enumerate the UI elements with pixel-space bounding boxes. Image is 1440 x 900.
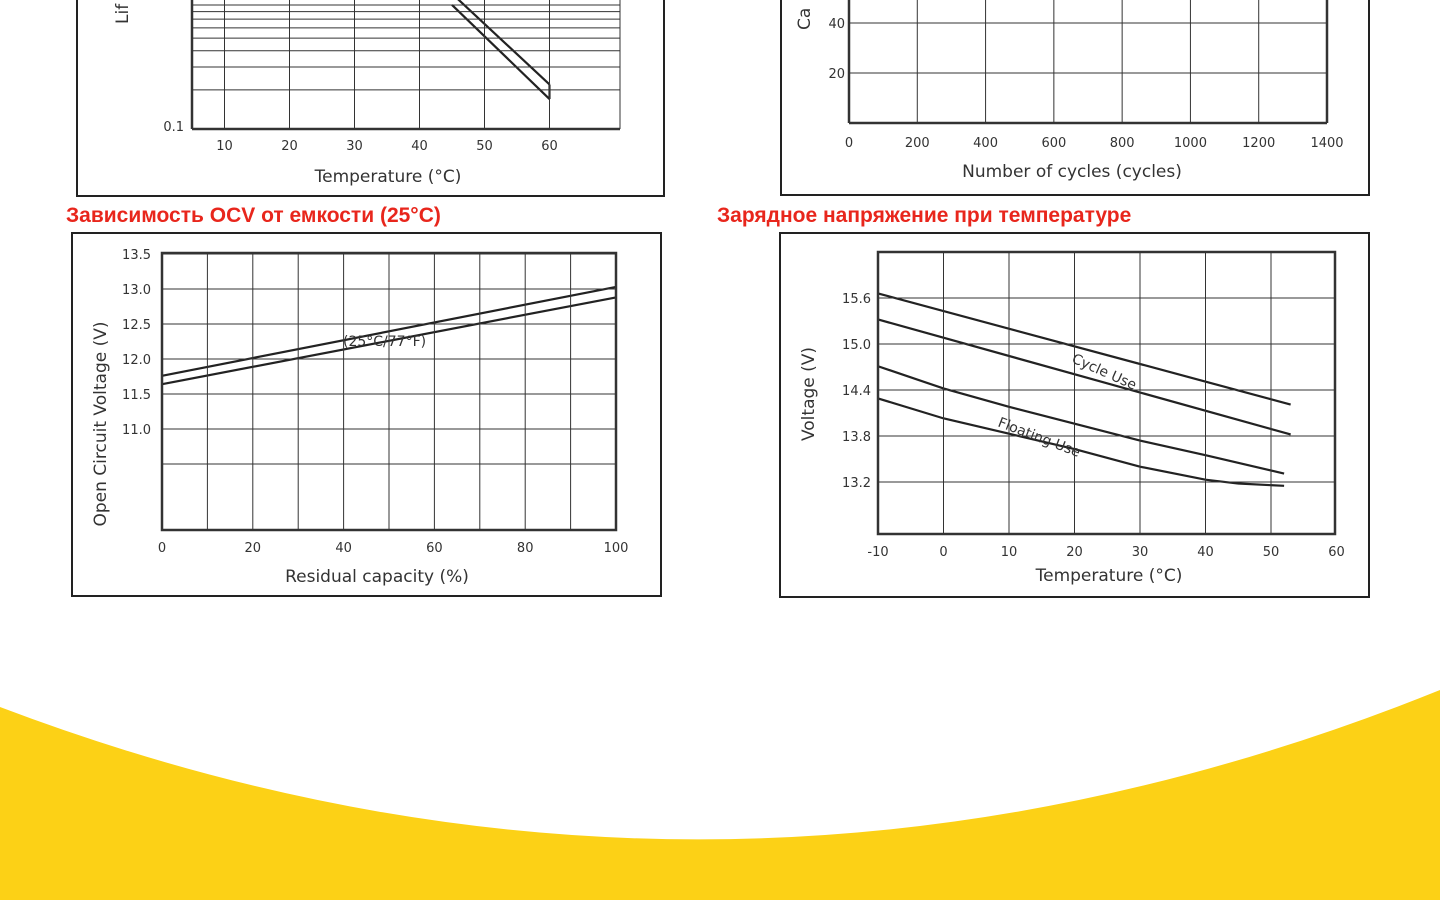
y-tick-label: 11.0 [122,423,151,438]
y-tick-label: 0.1 [163,120,184,135]
x-axis-label: Residual capacity (%) [285,567,469,587]
x-tick-label: 60 [426,541,443,556]
y-axis-label: Voltage (V) [799,346,819,442]
life-curve-0 [452,0,550,84]
ocv-panel [71,232,662,597]
ocv-chart [73,234,660,595]
x-tick-label: 600 [1041,136,1067,151]
y-tick-label: 13.8 [842,430,871,445]
y-tick-label: 13.2 [842,476,871,491]
y-tick-label: 13.0 [122,283,151,298]
x-tick-label: 100 [603,541,629,556]
x-tick-label: 200 [904,136,930,151]
y-tick-label: 15.0 [842,338,871,353]
x-tick-label: 1400 [1310,136,1344,151]
x-tick-label: 1000 [1173,136,1207,151]
life-temperature-chart [78,0,663,195]
y-tick-label: 20 [828,67,845,82]
x-tick-label: 0 [157,541,167,556]
x-axis-label: Temperature (°C) [314,167,462,187]
y-tick-label: 15.6 [842,292,871,307]
x-tick-label: 50 [1262,545,1280,560]
x-tick-label: -10 [867,545,889,560]
y-tick-label: 13.5 [122,248,151,263]
x-tick-label: 40 [1197,545,1214,560]
life-temperature-panel [76,0,665,197]
x-tick-label: 1200 [1242,136,1276,151]
y-axis-label: Ca [795,7,815,30]
y-tick-label: 40 [828,17,845,32]
x-tick-label: 10 [216,139,233,154]
voltage-curve-2 [878,366,1284,473]
x-tick-label: 30 [346,139,363,154]
capacity-cycles-chart [782,0,1368,194]
y-axis-label: Open Circuit Voltage (V) [91,321,111,527]
y-tick-label: 14.4 [842,384,871,399]
voltage-curve-3 [878,398,1284,485]
x-tick-label: 0 [844,136,854,151]
x-axis-label: Temperature (°C) [1035,566,1183,586]
floating-use-label: Floating Use [995,414,1083,461]
x-tick-label: 40 [335,541,352,556]
x-tick-label: 400 [973,136,998,151]
y-axis-label: Lif [113,3,133,24]
x-tick-label: 40 [411,139,428,154]
x-tick-label: 20 [244,541,262,556]
y-tick-label: 12.0 [122,353,151,368]
y-tick-label: 11.5 [122,388,151,403]
ocv-caption: Зависимость OCV от емкости (25°C) [66,204,441,227]
wave-shape [0,690,1440,900]
x-tick-label: 30 [1131,545,1149,560]
x-tick-label: 80 [516,541,534,556]
charge-voltage-caption: Зарядное напряжение при температуре [717,204,1132,227]
charge-voltage-panel [779,232,1370,598]
annotation-label: (25°C/77°F) [343,334,427,350]
x-tick-label: 20 [1066,545,1083,560]
plot-frame [878,252,1335,534]
x-tick-label: 60 [541,139,558,154]
x-tick-label: 60 [1328,545,1345,560]
x-axis-label: Number of cycles (cycles) [962,162,1182,182]
x-tick-label: 20 [281,139,298,154]
cycle-use-label: Cycle Use [1069,351,1139,394]
x-tick-label: 800 [1109,136,1135,151]
capacity-cycles-panel [780,0,1370,196]
charge-voltage-chart [781,234,1368,596]
y-tick-label: 12.5 [122,318,151,333]
x-tick-label: 50 [476,139,493,154]
x-tick-label: 10 [1000,545,1018,560]
x-tick-label: 0 [939,545,948,560]
